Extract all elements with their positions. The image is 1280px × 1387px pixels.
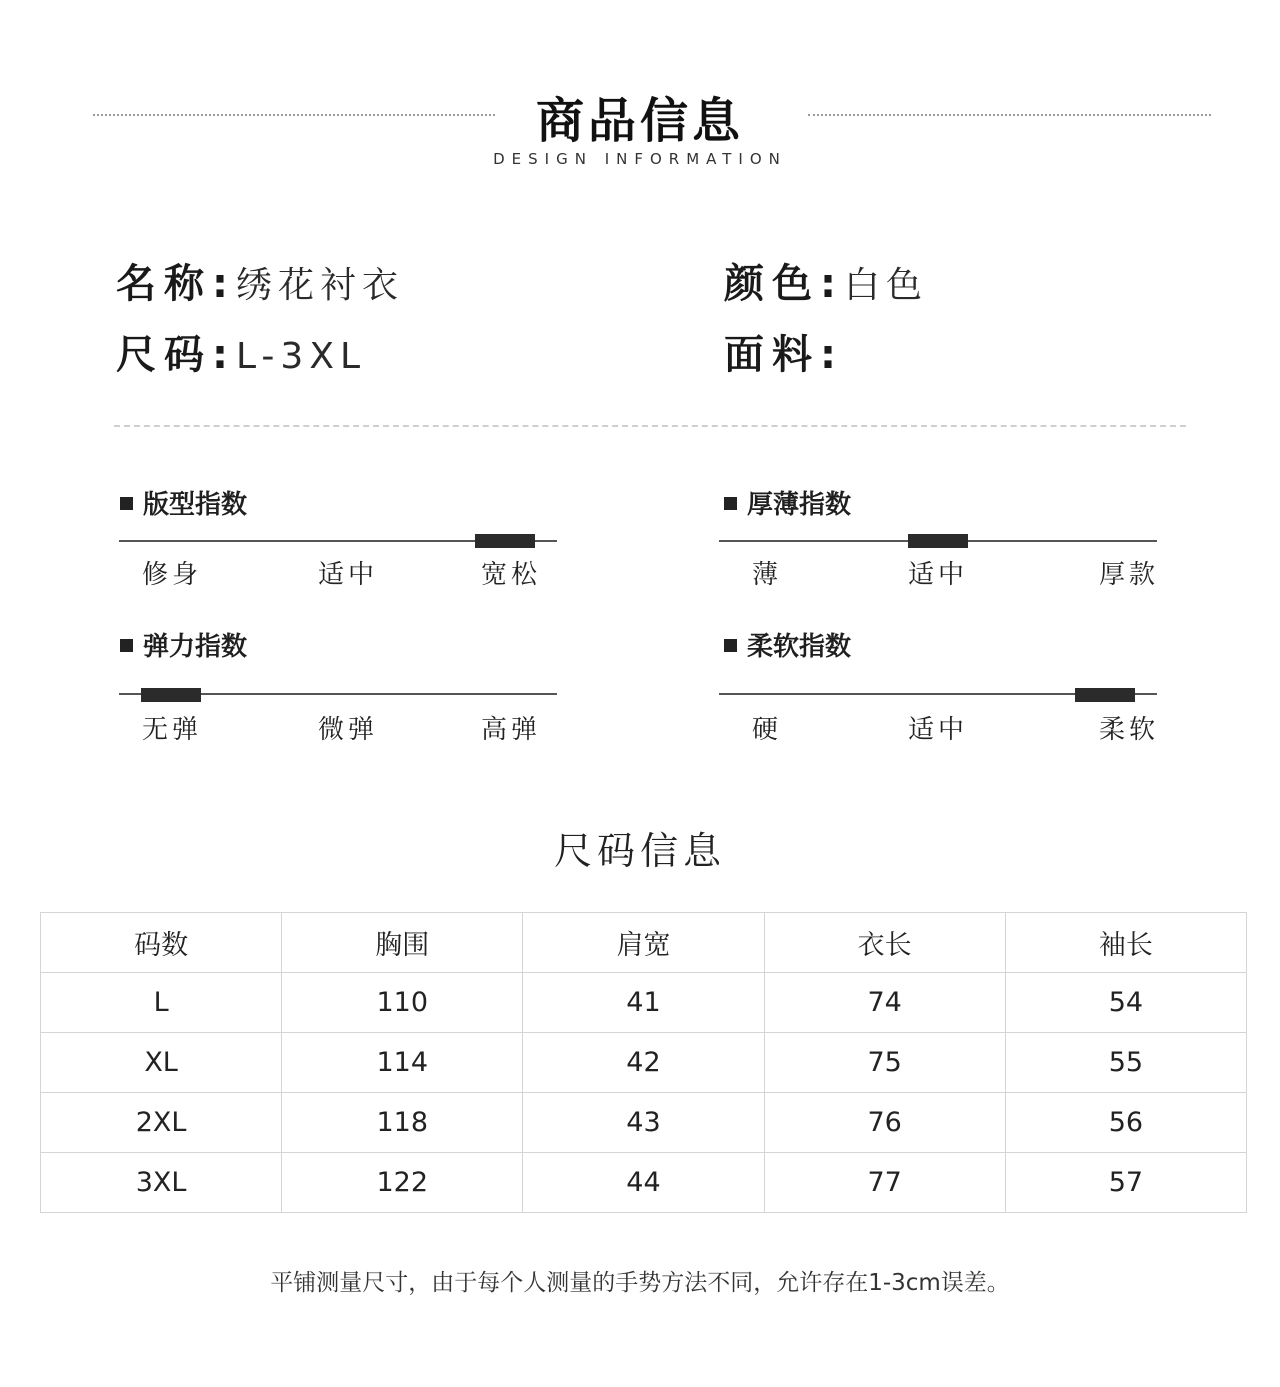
table-cell: 56 [1005,1093,1246,1153]
size-info-title: 尺码信息 [553,829,726,873]
table-cell: 118 [282,1093,523,1153]
table-cell: 54 [1005,973,1246,1033]
fit-index-label-mid: 适中 [318,560,379,590]
thickness-index-title: 厚薄指数 [724,484,851,521]
colon: : [212,261,228,307]
colon: : [820,332,836,378]
table-cell: 76 [764,1093,1005,1153]
table-cell: 44 [523,1153,764,1213]
product-fabric-row [724,323,844,380]
measurement-note: 平铺测量尺寸，由于每个人测量的手势方法不同，允许存在1-3cm误差。 [270,1270,1010,1296]
square-bullet-icon [120,639,133,652]
softness-index-label-high: 柔软 [1099,715,1160,745]
page-title: 商品信息 [535,93,744,149]
product-color-row [724,252,928,309]
product-fabric-label: 面料 [724,332,820,378]
product-name-value: 绣花衬衣 [236,265,405,306]
section-divider [114,425,1186,427]
table-cell: 110 [282,973,523,1033]
table-cell: L [41,973,282,1033]
table-row [41,973,1247,1033]
fit-index-label-low: 修身 [142,560,203,590]
colon: : [820,261,836,307]
table-cell: 42 [523,1033,764,1093]
table-header-cell: 衣长 [764,913,1005,973]
thickness-index-label-low: 薄 [752,560,783,590]
table-cell: 3XL [41,1153,282,1213]
table-header-row [41,913,1247,973]
elasticity-index-title: 弹力指数 [120,626,247,663]
table-cell: 57 [1005,1153,1246,1213]
thickness-index-marker [908,534,968,548]
product-color-label: 颜色 [724,261,820,307]
softness-index-label-low: 硬 [752,715,783,745]
product-name-label: 名称 [116,261,212,307]
table-cell: 77 [764,1153,1005,1213]
table-cell: XL [41,1033,282,1093]
fit-index-marker [475,534,535,548]
table-header-cell: 袖长 [1005,913,1246,973]
colon: : [212,332,228,378]
table-cell: 41 [523,973,764,1033]
table-header-cell: 肩宽 [523,913,764,973]
elasticity-index-label-low: 无弹 [142,715,203,745]
table-row [41,1093,1247,1153]
product-name-row [116,252,404,309]
softness-index-marker [1075,688,1135,702]
square-bullet-icon [724,639,737,652]
table-cell: 75 [764,1033,1005,1093]
table-cell: 43 [523,1093,764,1153]
fit-index-title: 版型指数 [120,484,247,521]
product-color-value: 白色 [844,265,929,306]
softness-index-label-mid: 适中 [908,715,969,745]
softness-index-title: 柔软指数 [724,626,851,663]
table-cell: 114 [282,1033,523,1093]
elasticity-index-label-mid: 微弹 [318,715,379,745]
page-subtitle: DESIGN INFORMATION [493,150,787,168]
product-size-row [116,323,366,380]
table-header-cell: 码数 [41,913,282,973]
table-cell: 2XL [41,1093,282,1153]
table-cell: 122 [282,1153,523,1213]
product-size-label: 尺码 [116,332,212,378]
table-row [41,1033,1247,1093]
fit-index-label-high: 宽松 [481,560,542,590]
product-size-value: L-3XL [236,336,367,377]
square-bullet-icon [120,497,133,510]
table-cell: 74 [764,973,1005,1033]
square-bullet-icon [724,497,737,510]
size-table [40,912,1247,1213]
table-header-cell: 胸围 [282,913,523,973]
table-row [41,1153,1247,1213]
thickness-index-label-mid: 适中 [908,560,969,590]
elasticity-index-marker [141,688,201,702]
thickness-index-label-high: 厚款 [1099,560,1160,590]
elasticity-index-label-high: 高弹 [481,715,542,745]
table-cell: 55 [1005,1033,1246,1093]
